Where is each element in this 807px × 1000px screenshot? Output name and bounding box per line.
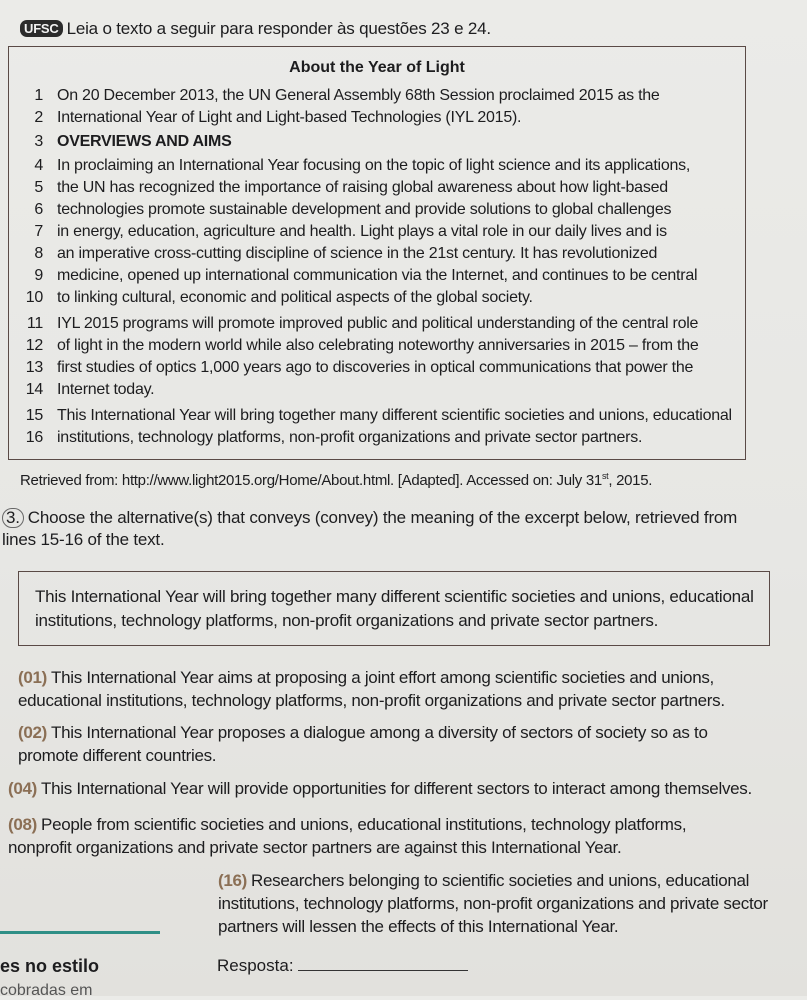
text-line: [9, 359, 693, 377]
header-instruction: Leia o texto a seguir para responder às questões 23 e 24.: [66, 19, 491, 38]
source-ordinal: st: [601, 471, 609, 481]
decorative-rule: [0, 931, 160, 934]
line-number: 16: [25, 429, 43, 446]
line-number: 15: [25, 407, 43, 424]
line-number: 2: [34, 109, 43, 126]
option-02: [18, 721, 748, 767]
answer-field: [217, 956, 468, 976]
answer-label: Resposta:: [217, 956, 294, 975]
line-number: 8: [34, 245, 43, 262]
text-line: [9, 429, 642, 447]
text-line: [9, 337, 699, 355]
text-title: About the Year of Light: [289, 59, 465, 76]
text-line: [9, 223, 667, 241]
option-text: Researchers belonging to scientific societies and unions, educational institutions, technology platforms, non-profit organizations and private sector partners will lessen the effects of this International Year.: [218, 871, 768, 936]
text-line: [9, 245, 657, 263]
line-text: to linking cultural, economic and political aspects of the global society.: [57, 289, 533, 306]
reading-text-box: [8, 46, 746, 460]
line-number: 1: [34, 87, 43, 104]
line-text: In proclaiming an International Year focusing on the topic of light science and its applications,: [57, 157, 691, 174]
line-text: Internet today.: [57, 381, 155, 398]
line-text: an imperative cross-cutting discipline of science in the 21st century. It has revolutionized: [57, 245, 658, 262]
text-line: [9, 87, 660, 105]
option-text: This International Year proposes a dialogue among a diversity of sectors of society so as to promote different countries.: [18, 723, 708, 765]
line-text: technologies promote sustainable development and provide solutions to global challenges: [57, 201, 672, 218]
source-tail: , 2015.: [608, 472, 653, 489]
excerpt-box: This International Year will bring together many different scientific societies and unions, educational institutions, technology platforms, non-profit organizations and private sector partners.: [18, 571, 770, 646]
option-text: People from scientific societies and unions, educational institutions, technology platforms, nonprofit organizations and private sector partners are against this International Year.: [8, 815, 687, 857]
text-line: [9, 381, 154, 399]
text-line: [9, 289, 533, 307]
text-line: [9, 179, 668, 197]
text-line: [9, 407, 732, 425]
sidebar-fragment: es no estilo: [0, 956, 100, 976]
line-text: On 20 December 2013, the UN General Assembly 68th Session proclaimed 2015 as the: [57, 87, 660, 104]
text-line: [9, 133, 231, 151]
line-number: 10: [25, 289, 43, 306]
option-16: [218, 869, 798, 938]
text-line: [9, 109, 521, 127]
line-number: 7: [34, 223, 43, 240]
question-prompt: [2, 507, 772, 551]
line-text: institutions, technology platforms, non-profit organizations and private sector partners.: [57, 429, 643, 446]
option-code: (08): [8, 815, 38, 834]
exam-tag: UFSC: [20, 20, 63, 37]
line-text: first studies of optics 1,000 years ago to discoveries in optical communications that power the: [57, 359, 694, 376]
text-line: [9, 201, 671, 219]
question-number: 3.: [2, 508, 24, 528]
line-text: in energy, education, agriculture and health. Light plays a vital role in our daily lives and is: [57, 223, 667, 240]
option-code: (04): [8, 779, 38, 798]
line-number: 3: [34, 133, 43, 150]
text-line: [9, 157, 690, 175]
text-line: [9, 267, 697, 285]
line-number: 13: [25, 359, 43, 376]
option-code: (01): [18, 668, 48, 687]
option-code: (02): [18, 723, 48, 742]
line-number: 12: [25, 337, 43, 354]
line-text: the UN has recognized the importance of raising global awareness about how light-based: [57, 179, 668, 196]
line-number: 9: [34, 267, 43, 284]
answer-blank[interactable]: [298, 956, 468, 971]
line-text: medicine, opened up international communication via the Internet, and continues to be central: [57, 267, 698, 284]
sidebar-fragment-2: cobradas em: [0, 982, 93, 999]
line-text: OVERVIEWS AND AIMS: [57, 133, 232, 150]
line-number: 11: [26, 315, 43, 332]
line-text: This International Year will bring together many different scientific societies and unions, educational: [57, 407, 732, 424]
line-text: IYL 2015 programs will promote improved public and political understanding of the central role: [57, 315, 699, 332]
source-citation: [20, 471, 652, 489]
option-text: This International Year aims at proposing a joint effort among scientific societies and unions, educational institutions, technology platforms, non-profit organizations and private sector partners.: [18, 668, 725, 710]
question-header: [20, 19, 491, 39]
line-text: of light in the modern world while also celebrating noteworthy anniversaries in 2015 – from the: [57, 337, 699, 354]
question-text: Choose the alternative(s) that conveys (convey) the meaning of the excerpt below, retrieved from lines 15-16 of the text.: [2, 508, 738, 549]
line-text: International Year of Light and Light-based Technologies (IYL 2015).: [57, 109, 522, 126]
option-01: [18, 666, 778, 712]
line-number: 14: [25, 381, 43, 398]
text-line: [9, 315, 698, 333]
option-04: [8, 777, 798, 800]
line-number: 5: [34, 179, 43, 196]
option-08: [8, 813, 748, 859]
source-text: Retrieved from: http://www.light2015.org/Home/About.html. [Adapted]. Accessed on: July 31: [20, 472, 602, 489]
line-number: 6: [34, 201, 43, 218]
option-text: This International Year will provide opportunities for different sectors to interact among themselves.: [41, 779, 752, 798]
option-code: (16): [218, 871, 248, 890]
line-number: 4: [34, 157, 43, 174]
